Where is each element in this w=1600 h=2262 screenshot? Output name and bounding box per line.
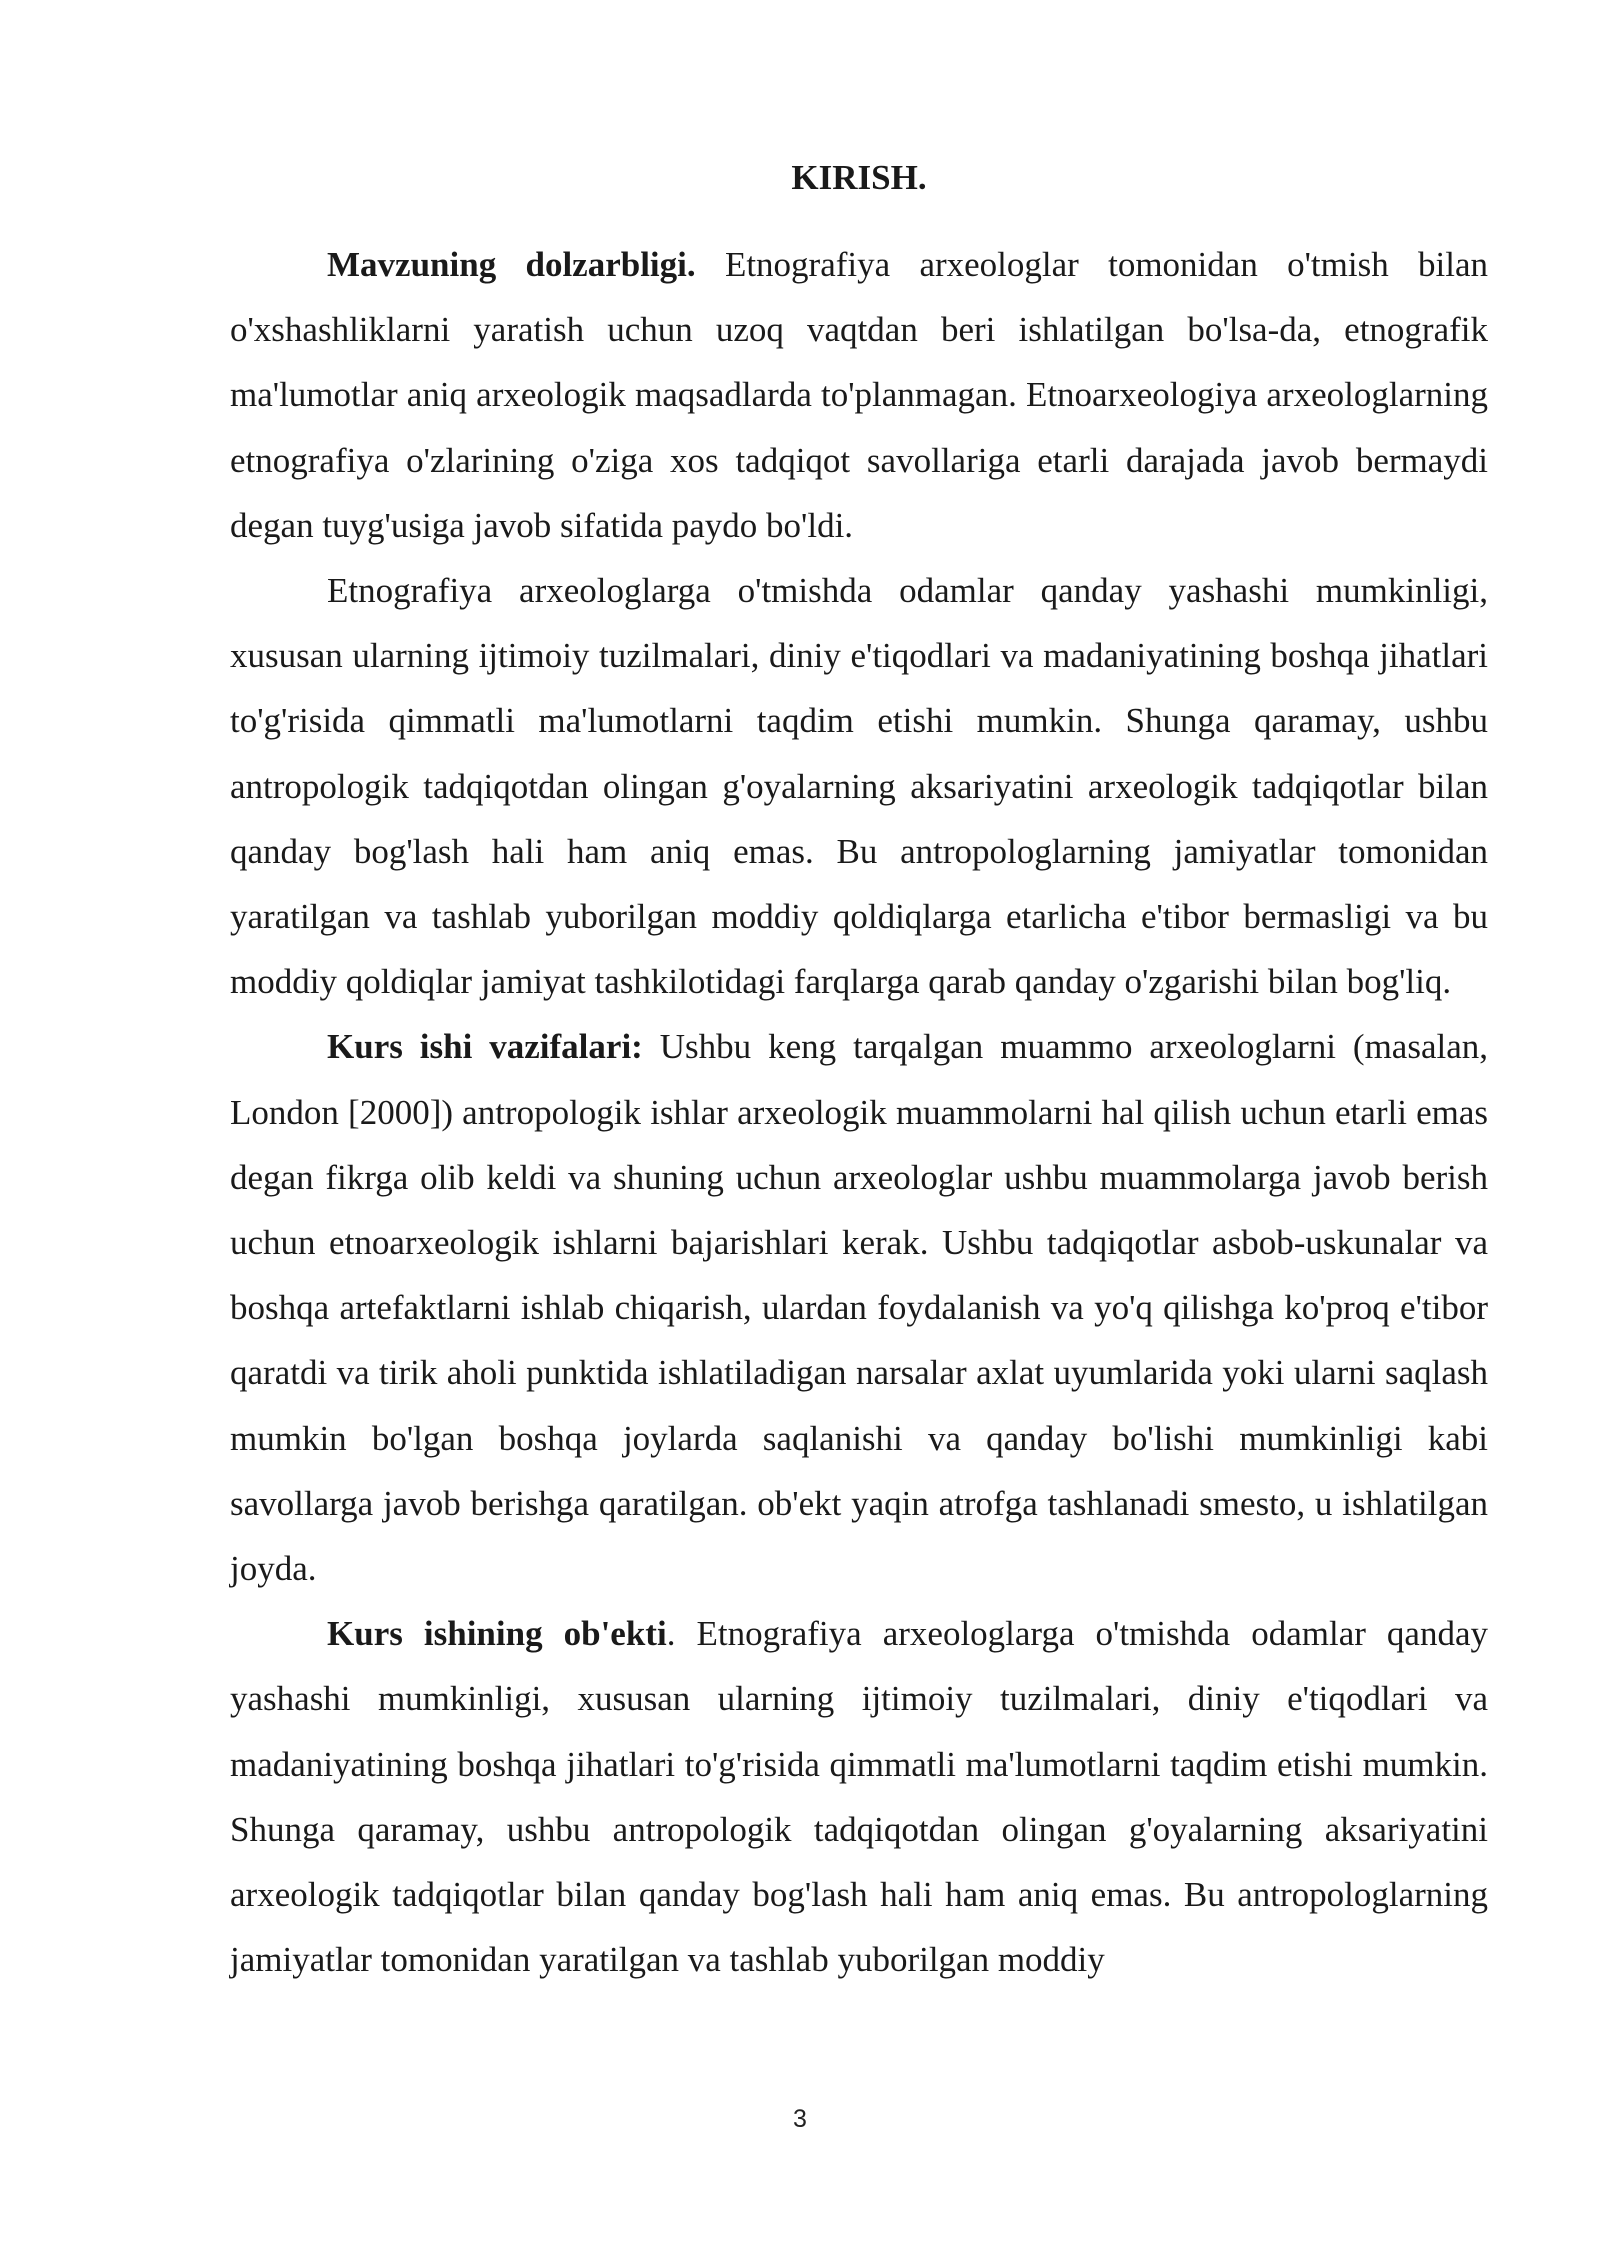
page-body — [230, 148, 1488, 1992]
paragraph-lead-relevance: Mavzuning dolzarbligi. — [327, 245, 696, 284]
paragraph-text-tasks: Ushbu keng tarqalgan muammo arxeologlarni (masalan, London [2000]) antropologik ishlar arxeologik muammolarni hal qilish uchun etarli emas degan fikrga olib keldi va shuning uchun arxeologlar ushbu muammolarga javob berish uchun etnoarxeologik ishlarni bajarishlari kerak. Ushbu tadqiqotlar asbob-uskunalar va boshqa artefaktlarni ishlab chiqarish, ulardan foydalanish va yo'q qilishga ko'proq e'tibor qaratdi va tirik aholi punktida ishlatiladigan narsalar axlat uyumlarida yoki ularni saqlash mumkin bo'lgan boshqa joylarda saqlanishi va qanday bo'lishi mumkinligi kabi savollarga javob berishga qaratilgan. ob'ekt yaqin atrofga tashlanadi smesto, u ishlatilgan joyda. — [230, 1027, 1488, 1589]
paragraph-text-object: . Etnografiya arxeologlarga o'tmishda odamlar qanday yashashi mumkinligi, xususan ularning ijtimoiy tuzilmalari, diniy e'tiqodlari va madaniyatining boshqa jihatlari to'g'risida qimmatli ma'lumotlarni taqdim etishi mumkin. Shunga qaramay, ushbu antropologik tadqiqotdan olingan g'oyalarning aksariyatini arxeologik tadqiqotlar bilan qanday bog'lash hali ham aniq emas. Bu antropologlarning jamiyatlar tomonidan yaratilgan va tashlab yuborilgan moddiy — [230, 1614, 1488, 1980]
paragraph-ethnography — [230, 558, 1488, 1014]
paragraph-text-ethnography: Etnografiya arxeologlarga o'tmishda odamlar qanday yashashi mumkinligi, xususan ularning ijtimoiy tuzilmalari, diniy e'tiqodlari va madaniyatining boshqa jihatlari to'g'risida qimmatli ma'lumotlarni taqdim etishi mumkin. Shunga qaramay, ushbu antropologik tadqiqotdan olingan g'oyalarning aksariyatini arxeologik tadqiqotlar bilan qanday bog'lash hali ham aniq emas. Bu antropologlarning jamiyatlar tomonidan yaratilgan va tashlab yuborilgan moddiy qoldiqlarga etarlicha e'tibor bermasligi va bu moddiy qoldiqlar jamiyat tashkilotidagi farqlarga qarab qanday o'zgarishi bilan bog'liq. — [230, 571, 1488, 1002]
page-number: 3 — [793, 2105, 807, 2133]
paragraph-lead-object: Kurs ishining ob'ekti — [327, 1614, 667, 1654]
paragraph-lead-tasks: Kurs ishi vazifalari: — [327, 1027, 643, 1067]
section-heading: KIRISH. — [791, 158, 927, 197]
paragraph-object — [230, 1601, 1488, 1992]
paragraph-text-relevance: Etnografiya arxeologlar tomonidan o'tmish bilan o'xshashliklarni yaratish uchun uzoq vaqtdan beri ishlatilgan bo'lsa-da, etnografik ma'lumotlar aniq arxeologik maqsadlarda to'planmagan. Etnoarxeologiya arxeologlarning etnografiya o'zlarining o'ziga xos tadqiqot savollariga etarli darajada javob bermaydi degan tuyg'usiga javob sifatida paydo bo'ldi. — [230, 245, 1488, 545]
paragraph-relevance — [230, 232, 1488, 558]
paragraph-tasks — [230, 1014, 1488, 1601]
